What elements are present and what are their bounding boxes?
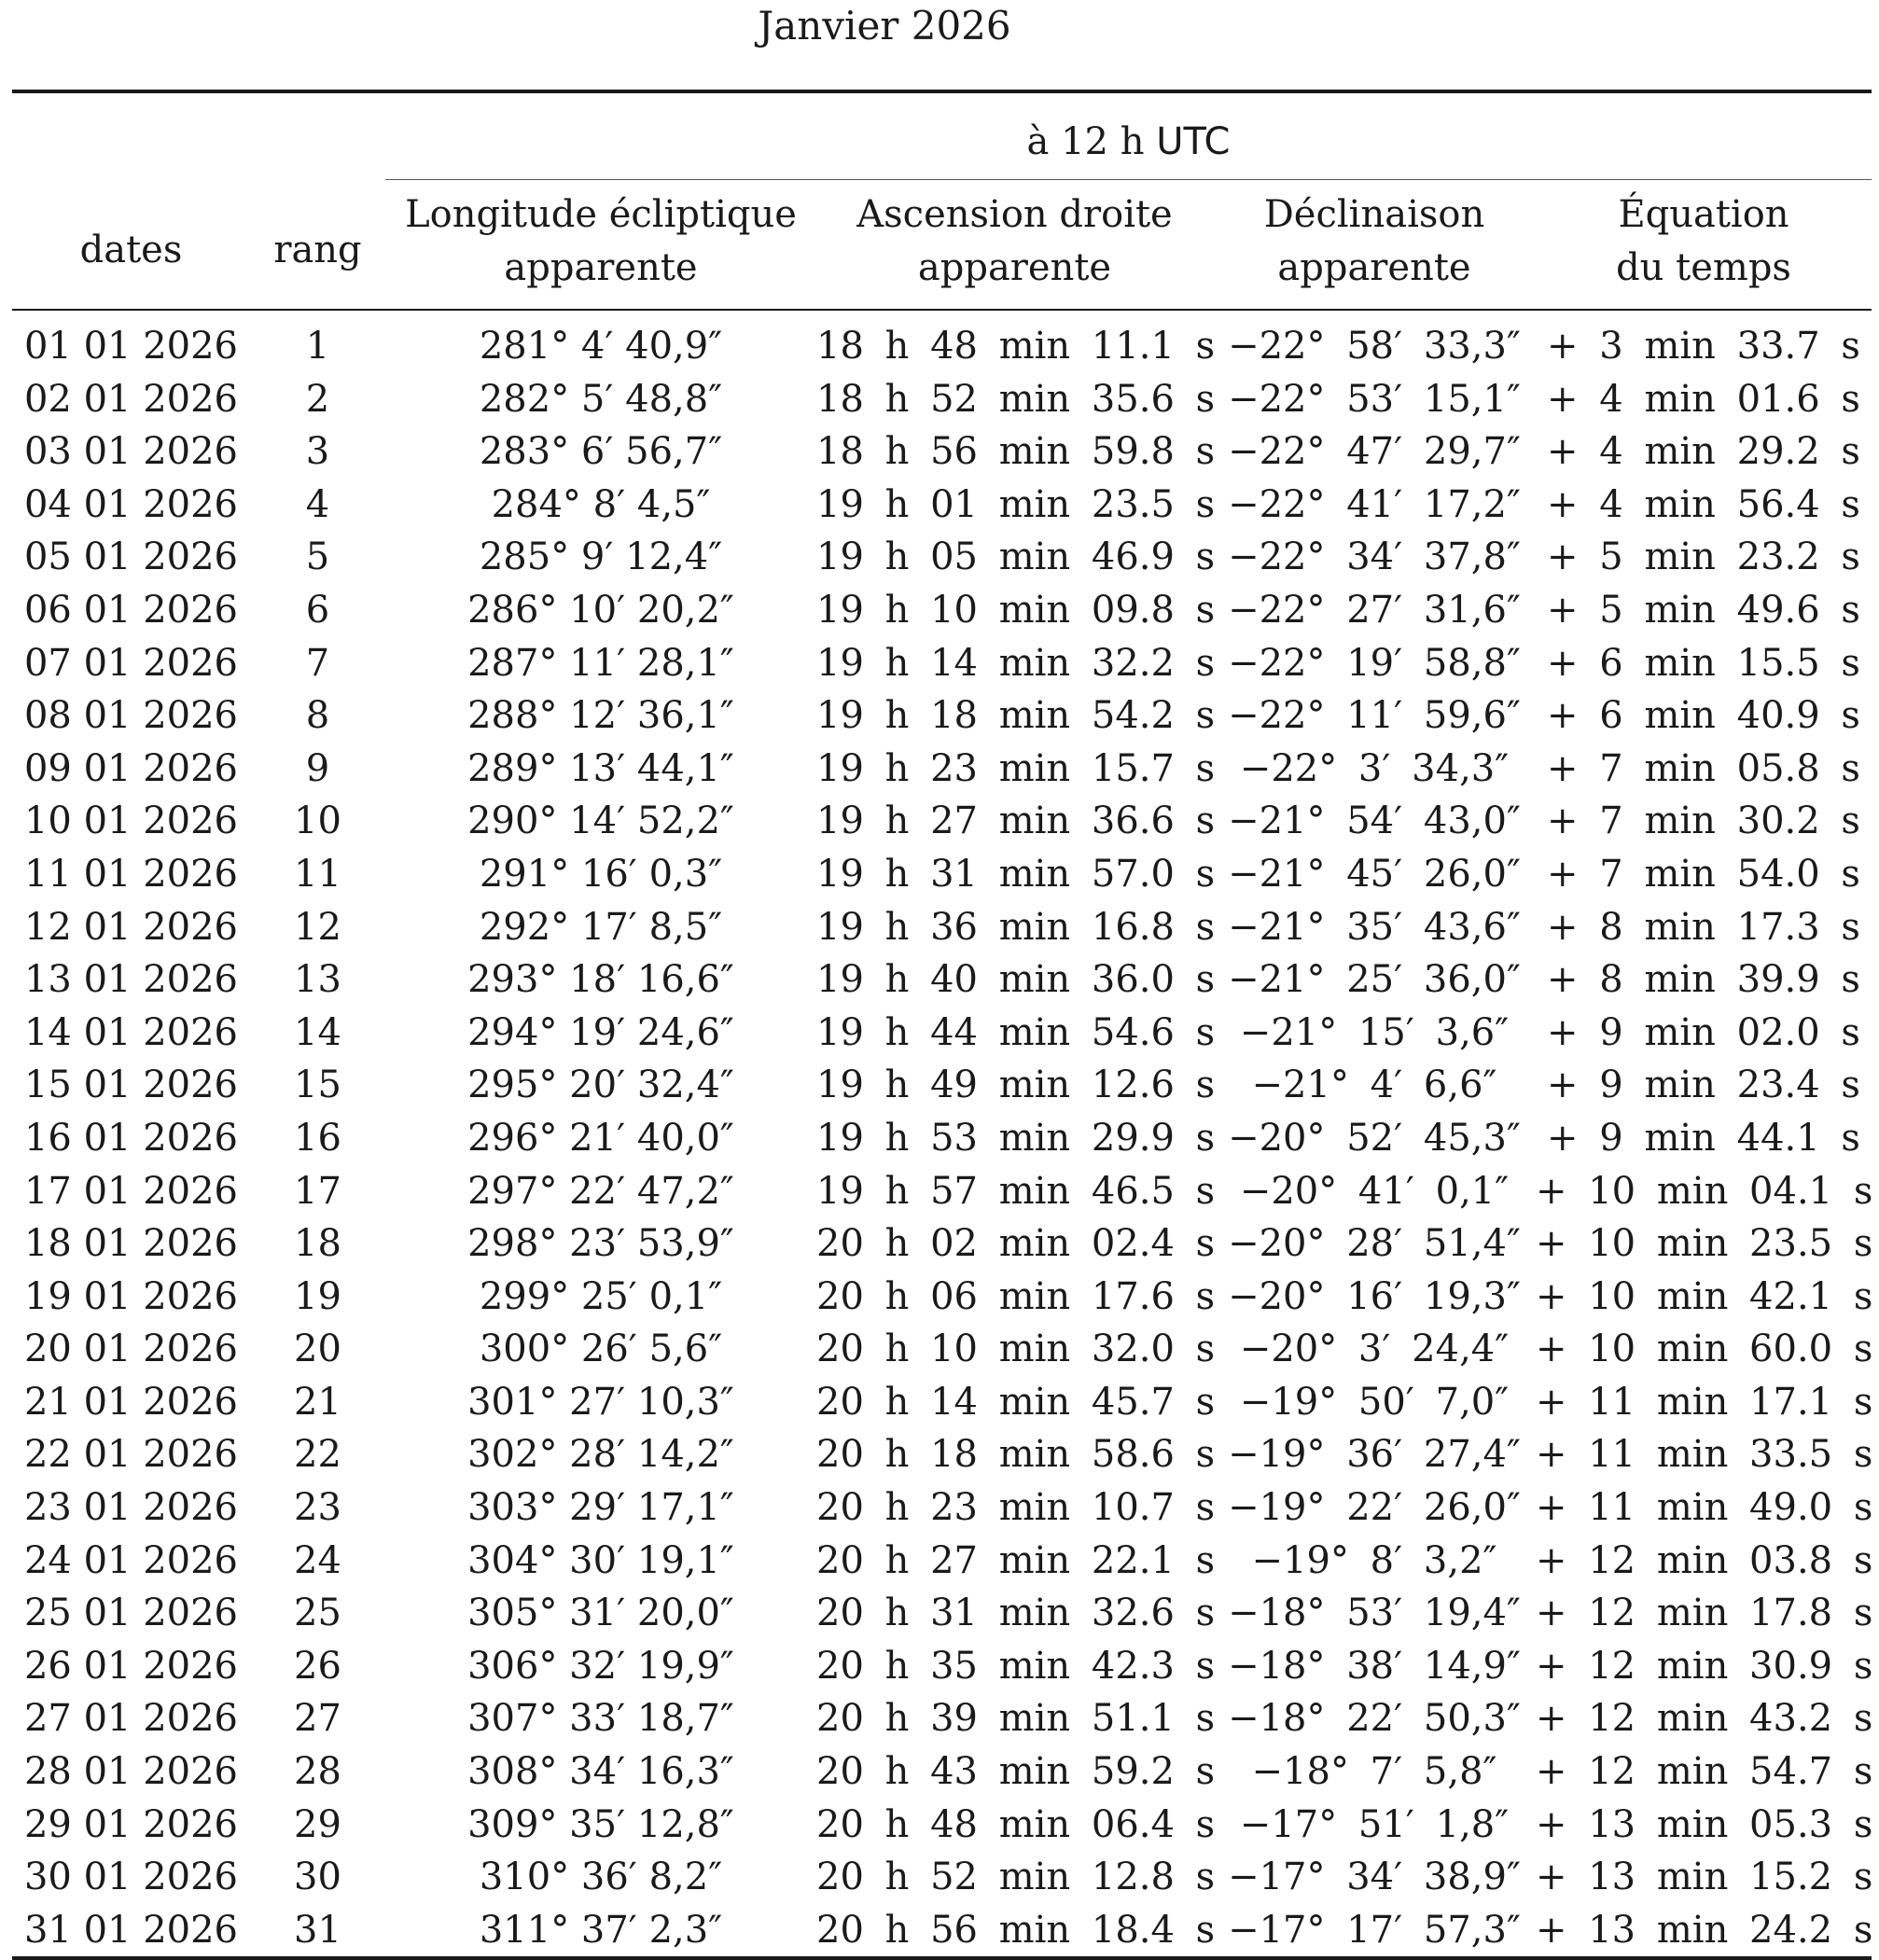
header-utc-prefix: à 12 h bbox=[1026, 120, 1145, 163]
cell-ascension: 20 h 31 min 32.6 s bbox=[816, 1592, 1216, 1635]
cell-ascension: 19 h 18 min 54.2 s bbox=[816, 694, 1216, 738]
cell-date: 25 01 2026 bbox=[23, 1592, 239, 1635]
cell-equation: + 10 min 60.0 s bbox=[1536, 1328, 1873, 1371]
cell-equation: + 8 min 39.9 s bbox=[1547, 958, 1860, 1002]
cell-longitude: 306° 32′ 19,9″ bbox=[467, 1644, 734, 1688]
cell-longitude: 308° 34′ 16,3″ bbox=[467, 1750, 734, 1794]
table-body bbox=[12, 310, 1872, 1958]
header-dates: dates bbox=[12, 91, 250, 310]
cell-equation: + 12 min 54.7 s bbox=[1536, 1750, 1873, 1794]
cell-declinaison: −21° 4′ 6,6″ bbox=[1251, 1063, 1497, 1107]
header-longitude-line1: Longitude écliptique bbox=[405, 193, 797, 236]
cell-declinaison: −22° 27′ 31,6″ bbox=[1228, 588, 1521, 632]
cell-date: 09 01 2026 bbox=[23, 746, 239, 790]
table-row bbox=[12, 1428, 1872, 1481]
cell-longitude: 282° 5′ 48,8″ bbox=[479, 377, 723, 421]
cell-declinaison: −18° 38′ 14,9″ bbox=[1228, 1644, 1521, 1688]
table-row bbox=[12, 1059, 1872, 1112]
cell-ascension: 20 h 02 min 02.4 s bbox=[816, 1222, 1216, 1266]
cell-ascension: 20 h 18 min 58.6 s bbox=[816, 1433, 1216, 1477]
cell-longitude: 307° 33′ 18,7″ bbox=[467, 1697, 734, 1741]
cell-date: 14 01 2026 bbox=[23, 1010, 239, 1054]
table-row bbox=[12, 1165, 1872, 1218]
cell-ascension: 20 h 56 min 18.4 s bbox=[816, 1904, 1213, 1959]
cell-declinaison: −19° 8′ 3,2″ bbox=[1251, 1538, 1497, 1582]
cell-equation: + 11 min 49.0 s bbox=[1536, 1486, 1873, 1530]
cell-rang: 31 bbox=[250, 1904, 385, 1959]
header-declinaison bbox=[1213, 180, 1536, 311]
cell-ascension: 19 h 05 min 46.9 s bbox=[816, 535, 1216, 579]
cell-declinaison: −21° 54′ 43,0″ bbox=[1228, 799, 1521, 843]
cell-ascension: 19 h 23 min 15.7 s bbox=[816, 746, 1216, 790]
page-title: Janvier 2026 bbox=[758, 3, 1011, 49]
cell-longitude: 289° 13′ 44,1″ bbox=[467, 746, 734, 790]
cell-declinaison: −17° 17′ 57,3″ bbox=[1213, 1904, 1536, 1959]
cell-equation: + 7 min 05.8 s bbox=[1547, 746, 1860, 790]
cell-rang: 21 bbox=[294, 1380, 341, 1424]
cell-longitude: 310° 36′ 8,2″ bbox=[479, 1856, 723, 1899]
cell-declinaison: −22° 58′ 33,3″ bbox=[1228, 325, 1521, 368]
table-row bbox=[12, 373, 1872, 426]
table-row bbox=[12, 1904, 1872, 1959]
header-equation-line1: Équation bbox=[1618, 193, 1789, 236]
table-row bbox=[12, 1640, 1872, 1693]
cell-ascension: 18 h 48 min 11.1 s bbox=[816, 325, 1216, 368]
cell-date: 21 01 2026 bbox=[23, 1380, 239, 1424]
table-row bbox=[12, 953, 1872, 1007]
cell-date: 30 01 2026 bbox=[23, 1856, 239, 1899]
cell-ascension: 19 h 40 min 36.0 s bbox=[816, 958, 1216, 1002]
cell-ascension: 20 h 27 min 22.1 s bbox=[816, 1538, 1216, 1582]
cell-equation: + 8 min 17.3 s bbox=[1547, 905, 1860, 949]
cell-longitude: 311° 37′ 2,3″ bbox=[385, 1904, 816, 1959]
cell-equation: + 12 min 17.8 s bbox=[1536, 1592, 1873, 1635]
table-row bbox=[12, 1112, 1872, 1165]
cell-equation: + 6 min 40.9 s bbox=[1547, 694, 1860, 738]
table-row bbox=[12, 1323, 1872, 1376]
cell-longitude: 302° 28′ 14,2″ bbox=[467, 1433, 734, 1477]
header-ascension-line1: Ascension droite bbox=[856, 193, 1173, 236]
cell-longitude: 297° 22′ 47,2″ bbox=[467, 1169, 734, 1213]
cell-equation: + 9 min 02.0 s bbox=[1547, 1010, 1860, 1054]
table-row bbox=[12, 1271, 1872, 1324]
cell-ascension: 19 h 36 min 16.8 s bbox=[816, 905, 1216, 949]
cell-equation: + 4 min 56.4 s bbox=[1547, 482, 1860, 526]
cell-longitude: 294° 19′ 24,6″ bbox=[467, 1010, 734, 1054]
cell-rang: 7 bbox=[305, 641, 330, 685]
cell-rang: 9 bbox=[305, 746, 330, 790]
cell-equation: + 5 min 23.2 s bbox=[1547, 535, 1860, 579]
cell-date: 04 01 2026 bbox=[23, 482, 239, 526]
cell-equation: + 5 min 49.6 s bbox=[1547, 588, 1860, 632]
cell-equation: + 10 min 04.1 s bbox=[1536, 1169, 1873, 1213]
header-declinaison-line1: Déclinaison bbox=[1263, 193, 1485, 236]
cell-ascension: 20 h 48 min 06.4 s bbox=[816, 1802, 1216, 1846]
cell-equation: + 6 min 15.5 s bbox=[1547, 641, 1860, 685]
cell-declinaison: −21° 25′ 36,0″ bbox=[1228, 958, 1521, 1002]
cell-declinaison: −22° 41′ 17,2″ bbox=[1228, 482, 1521, 526]
cell-date: 15 01 2026 bbox=[23, 1063, 239, 1107]
cell-rang: 19 bbox=[294, 1274, 341, 1318]
cell-longitude: 295° 20′ 32,4″ bbox=[467, 1063, 734, 1107]
cell-longitude: 281° 4′ 40,9″ bbox=[479, 325, 723, 368]
cell-rang: 15 bbox=[294, 1063, 341, 1107]
table-row bbox=[12, 310, 1872, 373]
cell-date: 24 01 2026 bbox=[23, 1538, 239, 1582]
cell-date: 06 01 2026 bbox=[23, 588, 239, 632]
table-row bbox=[12, 795, 1872, 848]
cell-equation: + 9 min 44.1 s bbox=[1547, 1116, 1860, 1160]
cell-rang: 5 bbox=[305, 535, 330, 579]
cell-equation: + 4 min 29.2 s bbox=[1547, 430, 1860, 474]
cell-longitude: 304° 30′ 19,1″ bbox=[467, 1538, 734, 1582]
table-row bbox=[12, 637, 1872, 690]
table-row bbox=[12, 1376, 1872, 1429]
cell-date: 19 01 2026 bbox=[23, 1274, 239, 1318]
cell-rang: 13 bbox=[294, 958, 341, 1002]
cell-rang: 28 bbox=[294, 1750, 341, 1794]
cell-date: 22 01 2026 bbox=[23, 1433, 239, 1477]
cell-date: 26 01 2026 bbox=[23, 1644, 239, 1688]
cell-ascension: 20 h 52 min 12.8 s bbox=[816, 1856, 1216, 1899]
table-row bbox=[12, 901, 1872, 954]
cell-declinaison: −18° 22′ 50,3″ bbox=[1228, 1697, 1521, 1741]
cell-equation: + 12 min 03.8 s bbox=[1536, 1538, 1873, 1582]
cell-declinaison: −21° 35′ 43,6″ bbox=[1228, 905, 1521, 949]
table-row bbox=[12, 848, 1872, 901]
cell-equation: + 13 min 15.2 s bbox=[1536, 1856, 1873, 1899]
cell-declinaison: −22° 47′ 29,7″ bbox=[1228, 430, 1521, 474]
table-row bbox=[12, 1799, 1872, 1852]
cell-ascension: 19 h 14 min 32.2 s bbox=[816, 641, 1216, 685]
header-declinaison-line2: apparente bbox=[1277, 246, 1471, 289]
cell-longitude: 290° 14′ 52,2″ bbox=[467, 799, 734, 843]
table-row bbox=[12, 1481, 1872, 1535]
cell-date: 07 01 2026 bbox=[23, 641, 239, 685]
cell-declinaison: −22° 19′ 58,8″ bbox=[1228, 641, 1521, 685]
cell-equation: + 13 min 05.3 s bbox=[1536, 1802, 1873, 1846]
cell-rang: 29 bbox=[294, 1802, 341, 1846]
cell-declinaison: −19° 22′ 26,0″ bbox=[1228, 1486, 1521, 1530]
cell-date: 10 01 2026 bbox=[23, 799, 239, 843]
cell-declinaison: −22° 3′ 34,3″ bbox=[1239, 746, 1510, 790]
cell-ascension: 19 h 57 min 46.5 s bbox=[816, 1169, 1216, 1213]
cell-ascension: 18 h 52 min 35.6 s bbox=[816, 377, 1216, 421]
cell-declinaison: −17° 34′ 38,9″ bbox=[1228, 1856, 1521, 1899]
cell-rang: 4 bbox=[305, 482, 330, 526]
cell-rang: 30 bbox=[294, 1856, 341, 1899]
header-utc-suffix: UTC bbox=[1156, 120, 1231, 163]
table-row bbox=[12, 1692, 1872, 1745]
cell-rang: 18 bbox=[294, 1222, 341, 1266]
cell-ascension: 19 h 31 min 57.0 s bbox=[816, 852, 1216, 896]
cell-ascension: 19 h 27 min 36.6 s bbox=[816, 799, 1216, 843]
cell-equation: + 12 min 43.2 s bbox=[1536, 1697, 1873, 1741]
header-rang: rang bbox=[250, 91, 385, 310]
cell-date: 11 01 2026 bbox=[23, 852, 239, 896]
header-equation bbox=[1536, 180, 1872, 311]
cell-date: 01 01 2026 bbox=[23, 325, 239, 368]
cell-ascension: 20 h 06 min 17.6 s bbox=[816, 1274, 1216, 1318]
cell-ascension: 20 h 43 min 59.2 s bbox=[816, 1750, 1216, 1794]
table-row bbox=[12, 1745, 1872, 1799]
cell-declinaison: −20° 41′ 0,1″ bbox=[1239, 1169, 1510, 1213]
table-row bbox=[12, 1007, 1872, 1060]
cell-longitude: 283° 6′ 56,7″ bbox=[479, 430, 723, 474]
cell-rang: 6 bbox=[305, 588, 330, 632]
cell-date: 23 01 2026 bbox=[23, 1486, 239, 1530]
cell-equation: + 4 min 01.6 s bbox=[1547, 377, 1860, 421]
cell-ascension: 19 h 49 min 12.6 s bbox=[816, 1063, 1216, 1107]
cell-declinaison: −18° 53′ 19,4″ bbox=[1228, 1592, 1521, 1635]
cell-rang: 8 bbox=[305, 694, 330, 738]
cell-date: 05 01 2026 bbox=[23, 535, 239, 579]
cell-longitude: 301° 27′ 10,3″ bbox=[467, 1380, 734, 1424]
cell-equation: + 7 min 30.2 s bbox=[1547, 799, 1860, 843]
cell-longitude: 300° 26′ 5,6″ bbox=[479, 1328, 723, 1371]
cell-longitude: 291° 16′ 0,3″ bbox=[479, 852, 723, 896]
cell-date: 13 01 2026 bbox=[23, 958, 239, 1002]
cell-rang: 16 bbox=[294, 1116, 341, 1160]
cell-longitude: 296° 21′ 40,0″ bbox=[467, 1116, 734, 1160]
cell-date: 29 01 2026 bbox=[23, 1802, 239, 1846]
cell-declinaison: −20° 52′ 45,3″ bbox=[1228, 1116, 1521, 1160]
cell-equation: + 11 min 17.1 s bbox=[1536, 1380, 1873, 1424]
cell-ascension: 20 h 10 min 32.0 s bbox=[816, 1328, 1216, 1371]
cell-equation: + 13 min 24.2 s bbox=[1536, 1904, 1872, 1959]
header-utc bbox=[385, 91, 1872, 180]
cell-longitude: 309° 35′ 12,8″ bbox=[467, 1802, 734, 1846]
cell-equation: + 10 min 42.1 s bbox=[1536, 1274, 1873, 1318]
cell-declinaison: −19° 50′ 7,0″ bbox=[1239, 1380, 1510, 1424]
cell-ascension: 19 h 44 min 54.6 s bbox=[816, 1010, 1216, 1054]
cell-longitude: 286° 10′ 20,2″ bbox=[467, 588, 734, 632]
cell-longitude: 287° 11′ 28,1″ bbox=[467, 641, 734, 685]
cell-equation: + 3 min 33.7 s bbox=[1547, 325, 1860, 368]
cell-rang: 3 bbox=[305, 430, 330, 474]
cell-declinaison: −22° 11′ 59,6″ bbox=[1228, 694, 1521, 738]
cell-ascension: 19 h 53 min 29.9 s bbox=[816, 1116, 1216, 1160]
cell-longitude: 284° 8′ 4,5″ bbox=[491, 482, 711, 526]
cell-declinaison: −17° 51′ 1,8″ bbox=[1239, 1802, 1510, 1846]
cell-declinaison: −21° 15′ 3,6″ bbox=[1239, 1010, 1510, 1054]
cell-date: 03 01 2026 bbox=[23, 430, 239, 474]
cell-rang: 26 bbox=[294, 1644, 341, 1688]
cell-equation: + 11 min 33.5 s bbox=[1536, 1433, 1873, 1477]
table-row bbox=[12, 1535, 1872, 1588]
cell-longitude: 292° 17′ 8,5″ bbox=[479, 905, 723, 949]
cell-date: 31 01 2026 bbox=[12, 1904, 250, 1959]
cell-ascension: 20 h 14 min 45.7 s bbox=[816, 1380, 1216, 1424]
cell-rang: 17 bbox=[294, 1169, 341, 1213]
cell-rang: 20 bbox=[294, 1328, 341, 1371]
table-row bbox=[12, 1217, 1872, 1271]
cell-declinaison: −22° 34′ 37,8″ bbox=[1228, 535, 1521, 579]
cell-declinaison: −20° 3′ 24,4″ bbox=[1239, 1328, 1510, 1371]
cell-longitude: 285° 9′ 12,4″ bbox=[479, 535, 723, 579]
cell-rang: 11 bbox=[294, 852, 341, 896]
table-header bbox=[12, 91, 1872, 310]
cell-equation: + 7 min 54.0 s bbox=[1547, 852, 1860, 896]
cell-rang: 24 bbox=[294, 1538, 341, 1582]
header-ascension bbox=[816, 180, 1213, 311]
cell-rang: 27 bbox=[294, 1697, 341, 1741]
cell-declinaison: −20° 28′ 51,4″ bbox=[1228, 1222, 1521, 1266]
cell-date: 08 01 2026 bbox=[23, 694, 239, 738]
cell-longitude: 288° 12′ 36,1″ bbox=[467, 694, 734, 738]
header-longitude bbox=[385, 180, 816, 311]
cell-ascension: 20 h 39 min 51.1 s bbox=[816, 1697, 1216, 1741]
cell-date: 20 01 2026 bbox=[23, 1328, 239, 1371]
cell-longitude: 299° 25′ 0,1″ bbox=[479, 1274, 723, 1318]
table-row bbox=[12, 689, 1872, 743]
cell-date: 28 01 2026 bbox=[23, 1750, 239, 1794]
cell-date: 02 01 2026 bbox=[23, 377, 239, 421]
cell-equation: + 10 min 23.5 s bbox=[1536, 1222, 1873, 1266]
ephemeris-table bbox=[12, 90, 1872, 1960]
cell-longitude: 305° 31′ 20,0″ bbox=[467, 1592, 734, 1635]
cell-longitude: 293° 18′ 16,6″ bbox=[467, 958, 734, 1002]
cell-longitude: 303° 29′ 17,1″ bbox=[467, 1486, 734, 1530]
cell-ascension: 19 h 01 min 23.5 s bbox=[816, 482, 1216, 526]
cell-date: 27 01 2026 bbox=[23, 1697, 239, 1741]
cell-rang: 1 bbox=[305, 325, 330, 368]
table-row bbox=[12, 1851, 1872, 1904]
table-row bbox=[12, 531, 1872, 584]
cell-date: 16 01 2026 bbox=[23, 1116, 239, 1160]
header-ascension-line2: apparente bbox=[917, 246, 1112, 289]
cell-declinaison: −22° 53′ 15,1″ bbox=[1228, 377, 1521, 421]
cell-ascension: 18 h 56 min 59.8 s bbox=[816, 430, 1216, 474]
cell-rang: 25 bbox=[294, 1592, 341, 1635]
header-equation-line2: du temps bbox=[1616, 246, 1791, 289]
table-row bbox=[12, 1587, 1872, 1640]
header-longitude-line2: apparente bbox=[504, 246, 698, 289]
cell-ascension: 20 h 35 min 42.3 s bbox=[816, 1644, 1216, 1688]
cell-equation: + 12 min 30.9 s bbox=[1536, 1644, 1873, 1688]
cell-rang: 22 bbox=[294, 1433, 341, 1477]
cell-declinaison: −19° 36′ 27,4″ bbox=[1228, 1433, 1521, 1477]
cell-rang: 23 bbox=[294, 1486, 341, 1530]
table-row bbox=[12, 479, 1872, 532]
cell-declinaison: −18° 7′ 5,8″ bbox=[1251, 1750, 1497, 1794]
cell-rang: 2 bbox=[305, 377, 330, 421]
table-row bbox=[12, 743, 1872, 796]
cell-rang: 10 bbox=[294, 799, 341, 843]
table-row bbox=[12, 584, 1872, 637]
cell-ascension: 20 h 23 min 10.7 s bbox=[816, 1486, 1216, 1530]
table-row bbox=[12, 425, 1872, 479]
cell-rang: 14 bbox=[294, 1010, 341, 1054]
cell-date: 18 01 2026 bbox=[23, 1222, 239, 1266]
cell-declinaison: −20° 16′ 19,3″ bbox=[1228, 1274, 1521, 1318]
cell-longitude: 298° 23′ 53,9″ bbox=[467, 1222, 734, 1266]
cell-date: 12 01 2026 bbox=[23, 905, 239, 949]
cell-equation: + 9 min 23.4 s bbox=[1547, 1063, 1860, 1107]
cell-rang: 12 bbox=[294, 905, 341, 949]
cell-ascension: 19 h 10 min 09.8 s bbox=[816, 588, 1216, 632]
cell-date: 17 01 2026 bbox=[23, 1169, 239, 1213]
cell-declinaison: −21° 45′ 26,0″ bbox=[1228, 852, 1521, 896]
